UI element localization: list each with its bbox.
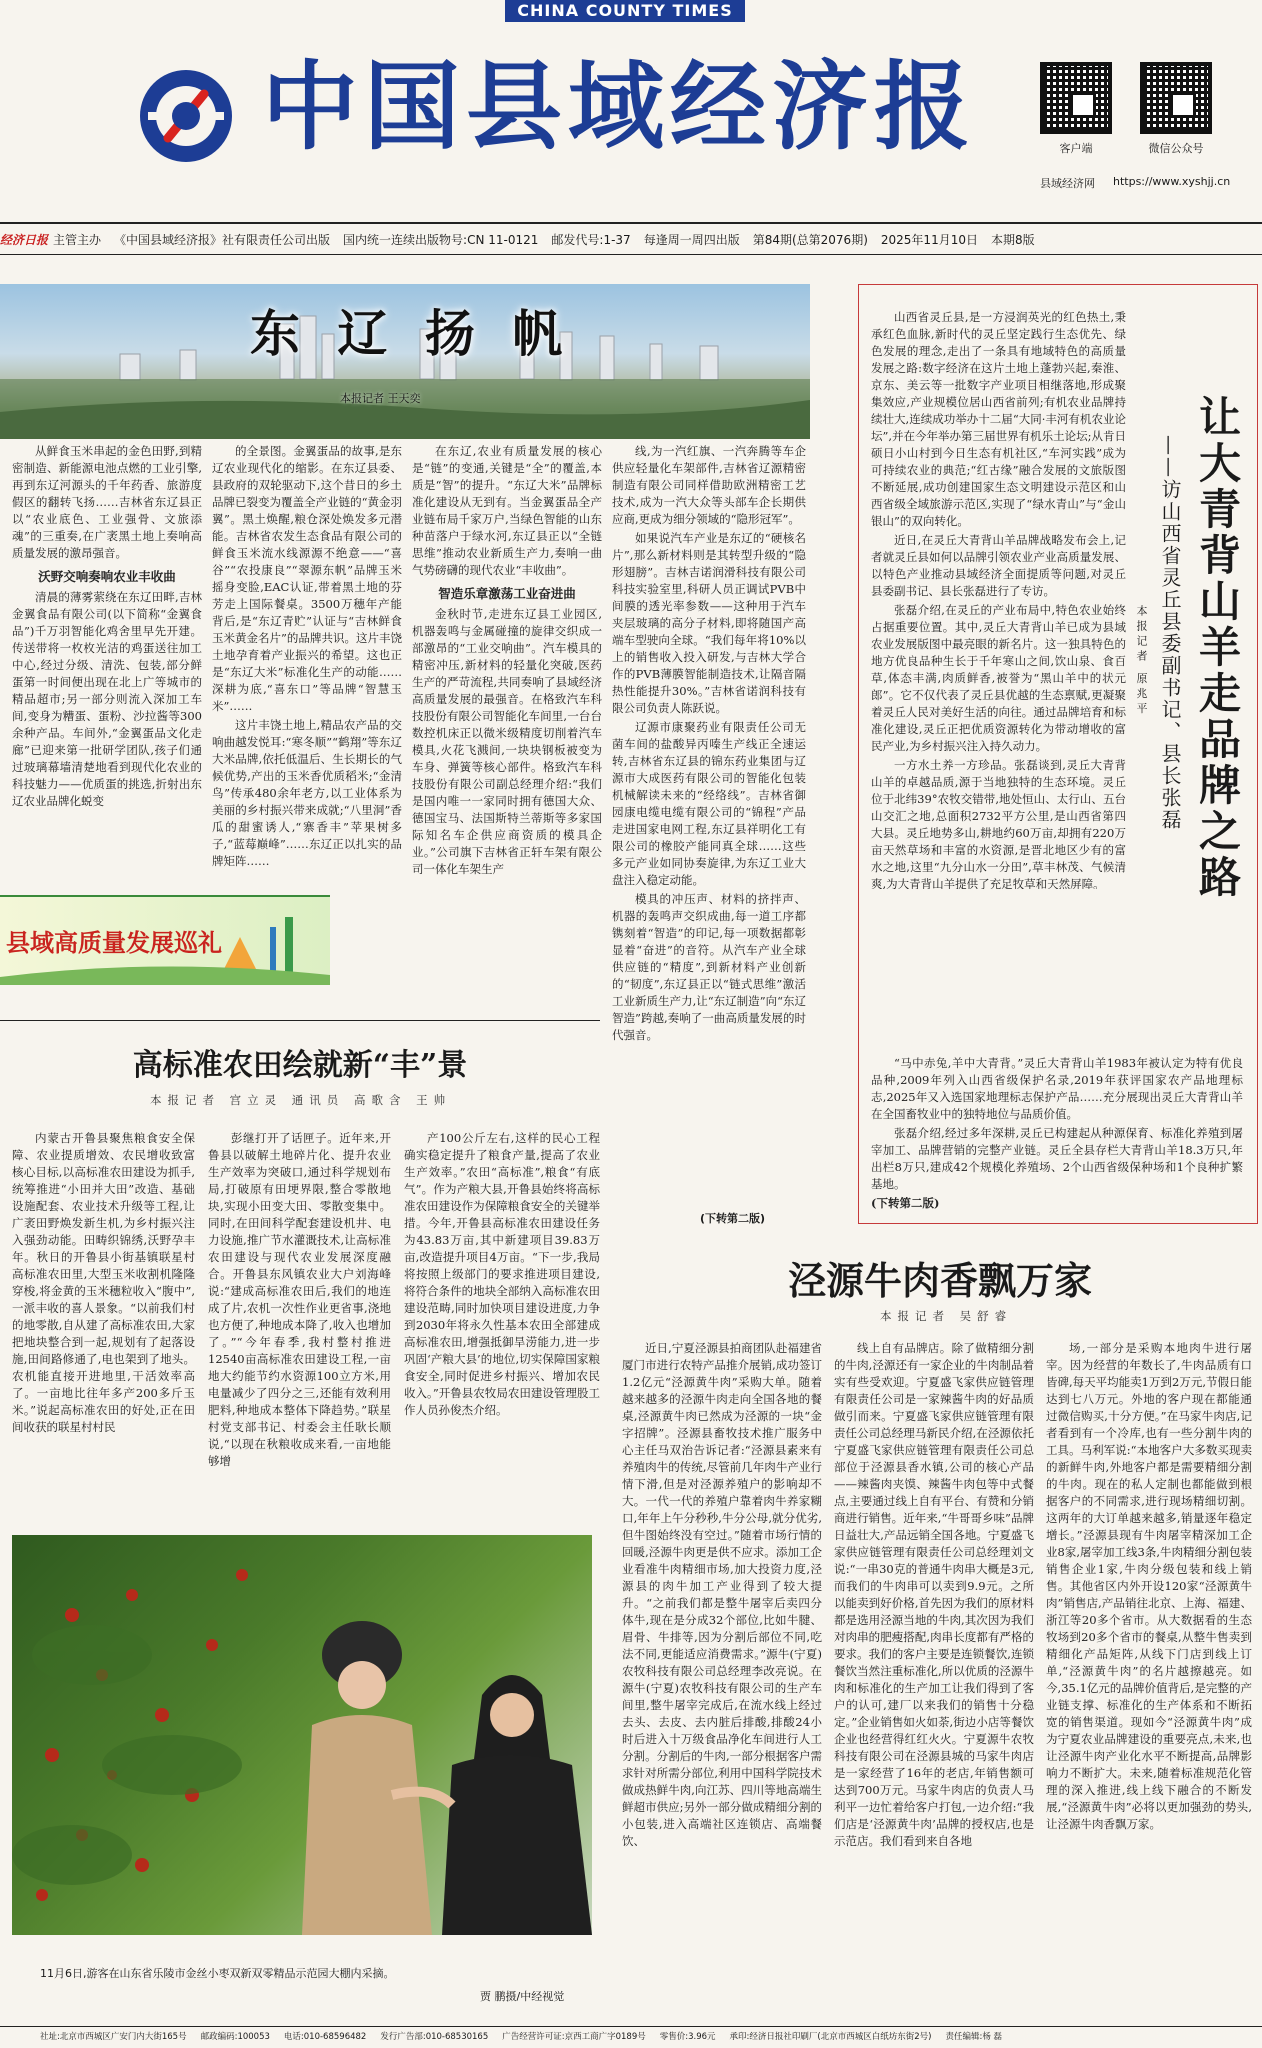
fengjing-byline: 本报记者 宫立灵 通讯员 高歌含 王帅: [150, 1093, 452, 1107]
niurou-column-2: [834, 1340, 1034, 2020]
qr-code-wechat-label: 微信公众号: [1148, 142, 1204, 155]
dongliao-continue-note: (下转第二版): [700, 1212, 766, 1225]
issue-number: 第84期(总第2076期): [752, 232, 868, 247]
fengjing-column-1: [12, 1130, 195, 1520]
niurou-paragraph: 场,一部分是采购本地肉牛进行屠宰。因为经营的年数长了,牛肉品质有口皆碑,每天平均能卖1万到2万元,节假日能达到七八万元。外地的客户现在都能通过微信购买,十分方便。”在马家牛肉店,记者看到有一个冷库,也有一些分割牛肉的工具。马利军说:“本地客户大多数买现卖的新鲜牛肉,外地客户都是需要精细分割的牛肉。现在的私人定制也都能做到根据客户的不同需求,进行现场精细切割。这两年的大订单越来越多,销量逐年稳定增长。”泾源县现有牛肉屠宰精深加工企业8家,屠宰加工线3条,牛肉精细分割包装销售企业1家,牛肉分级包装和线上销售。其他省区内外开设120家“泾源黄牛肉”销售店,产品销往北京、上海、福建、浙江等20多个省市。从大数据看的生态牧场到20多个省市的餐桌,从整牛售卖到精细化产品矩阵,从线下门店到线上订单,“泾源黄牛肉”的名片越擦越亮。如今,35.1亿元的品牌价值背后,是完整的产业链支撑、标准化的生产体系和不断拓宽的销售渠道。现如今“泾源黄牛肉”成为宁夏农业品牌建设的重要亮点,未来,也让泾源牛肉产业化水平不断提高,品牌影响力不断扩大。未来,随着标准规范化管理的深入推进,线上线下融合的不断发展,“泾源黄牛肉”必将以更加强劲的势头,让泾源牛肉香飘万家。: [1046, 1341, 1252, 1831]
footer-printer-note: 承印:经济日报社印刷厂(北京市西城区白纸坊东街2号): [729, 2032, 932, 2042]
newspaper-title: 中国县域经济报: [262, 50, 976, 163]
dongliao-column-2: [212, 443, 402, 883]
fengjing-column-2: [208, 1130, 391, 1520]
sponsor-logo: 经济日报: [0, 232, 49, 247]
shanyang-paragraph: 近日,在灵丘大青背山羊品牌战略发布会上,记者就灵丘县如何以品牌引领农业产业高质量发展、以特色产业推动县域经济全面提质等问题,对灵丘县委副书记、县长张磊进行了专访。: [871, 533, 1126, 598]
shanyang-paragraph: 一方水土养一方珍品。张磊谈到,灵丘大青背山羊的卓越品质,源于当地独特的生态环境。灵丘位于北纬39°农牧交错带,地处恒山、太行山、五台山交汇之地,总面积2732平方公里,是山西省第四大县。灵丘地势多山,耕地约60万亩,却拥有220万亩天然草场和丰富的水资源,是晋北地区少有的富水之地,这里“九分山水一分田”,草丰林茂、气候清爽,为大青背山羊提供了充足牧草和天然屏障。: [871, 758, 1126, 889]
footer-rule: [0, 2026, 1262, 2027]
fengjing-paragraph: 内蒙古开鲁县聚焦粮食安全保障、农业提质增效、农民增收致富核心目标,以高标准农田建设为抓手,统筹推进“小田并大田”改造、基础设施配套、农业技术升级等工程,让广袤田野焕发新生机,为乡村振兴注入强劲动能。田畴织锦绣,沃野孕丰年。秋日的开鲁县小街基镇联星村高标准农田里,大型玉米收割机隆隆穿梭,将金黄的玉米穗粒收入“腹中”,一派丰收的喜人景象。“以前我们村的地零散,自从建了高标准农田,大家把地块整合到一起,规划有了起落设施,田间路修通了,电也架到了地头。农机能直接开进地里,干活效率高了。一亩地比往年多产200多斤玉米。”说起高标准农田的好处,正在田间收获的联星村村民: [12, 1131, 195, 1434]
niurou-column-3: [1046, 1340, 1252, 2020]
dongliao-lead: 从鲜食玉米串起的金色田野,到精密制造、新能源电池点燃的工业引擎,再到东辽河源头的千年药香、旅游度假区的翻转飞扬……吉林省东辽县正以“农业底色、工业强骨、文旅添魂”的三重奏,在广袤黑土地上奏响高质量发展的激昂强音。: [12, 444, 202, 560]
orchard-photo-caption: 11月6日,游客在山东省乐陵市金丝小枣双新双零精品示范园大棚内采摘。: [40, 1967, 395, 1980]
fengjing-top-rule: [0, 1020, 600, 1021]
footer-price: 零售价:3.96元: [659, 2032, 716, 2042]
site-label: 县域经济网: [1040, 177, 1095, 190]
footer-ad-phone: 发行广告部:010-68530165: [380, 2032, 489, 2042]
dongliao-paragraph: 金秋时节,走进东辽县工业园区,机器轰鸣与金属碰撞的旋律交织成一部激昂的“工业交响曲”。汽车模具的精密冲压,新材料的轻量化突破,医药生产的严苛流程,共同奏响了县域经济高质量发展的最强音。在格致汽车科技股份有限公司智能化车间里,一台台数控机床正以微米级精度切削着汽车模具,火花飞溅间,一块块钢板被变为车身、弹簧等核心部件。格致汽车科技股份有限公司副总经理介绍:“我们是国内唯一一家同时拥有德国大众、德国宝马、法国斯特兰蒂斯等多家国际知名车企供应商资质的模具企业。”公司旗下吉林省正轩车架有限公司一体化车架生产: [412, 607, 602, 876]
shanyang-body-bottom: [871, 1055, 1243, 1220]
dongliao-byline: 本报记者 王天奕: [340, 392, 421, 405]
dongliao-column-3: [412, 443, 602, 993]
shanyang-box: [858, 284, 1258, 1224]
qr-code-app-label: 客户端: [1059, 142, 1093, 155]
page-count: 本期8版: [990, 232, 1035, 247]
footer-editor: 责任编辑:杨 磊: [945, 2032, 1003, 2042]
dongliao-paragraph: 模具的冲压声、材料的挤拌声、机器的轰鸣声交织成曲,每一道工序都镌刻着“智造”的印记,每一项数据都彰显着“奋进”的音符。从汽车产业全球供应链的“精度”,到新材料产业创新的“韧度”,东辽县正以“链式思维”激活工业新质生产力,让“东辽制造”向“东辽智造”跨越,奏响了一曲高质量发展的时代强音。: [612, 892, 806, 1042]
dongliao-paragraph: 辽源市康聚药业有限责任公司无菌车间的盐酸异丙嗪生产线正全速运转,吉林省东辽县的锦东药业集团与辽源市大成医药有限公司的智能化包装机械解读未来的“经络线”。吉林省御园康电缆电缆有限公司的“锦程”产品走进国家电网工程,东辽县祥明化工有限公司的橡胶产能同真全球……这些多元产业如同协奏旋律,为东辽工业大盘注入稳定动能。: [612, 720, 806, 887]
shanyang-paragraph: 张磊介绍,经过多年深耕,灵丘已构建起从种源保育、标准化养殖到屠宰加工、品牌营销的完整产业链。灵丘全县存栏大青背山羊18.3万只,年出栏8万只,建成42个规模化养殖场、2个山西省级保种场和1个良种扩繁基地。: [871, 1126, 1243, 1191]
footer-address: 社址:北京市西城区广安门内大街165号: [40, 2032, 187, 2042]
dongliao-column-1: [12, 443, 202, 893]
shanyang-byline: 本报记者 原兆平: [1135, 605, 1148, 718]
masthead: [0, 0, 1262, 215]
info-bar: [0, 226, 1262, 252]
niurou-byline: 本报记者 吴舒睿: [880, 1309, 1013, 1323]
orchard-photo-credit: 贾 鹏摄/中经视觉: [480, 1990, 565, 2003]
sponsor-text: 主管主办: [53, 232, 102, 247]
dongliao-subhead-industry: 智造乐章激荡工业奋进曲: [438, 586, 576, 601]
infobar-bottom-rule: [0, 254, 1262, 255]
fengjing-paragraph: 彭继打开了话匣子。近年来,开鲁县以破解土地碎片化、提升农业生产效率为突破口,通过科学规划布局,打破原有田埂界限,整合零散地块,实现小田变大田、零散变集中。同时,在田间科学配套建设机井、电力设施,推广节水灌溉技术,让高标准农田建设与现代农业发展深度融合。开鲁县东风镇农业大户刘海峰说:“建成高标准农田后,我们的地连成了片,农机一次性作业更省事,浇地也方便了,种地成本降了,收入也增加了。”“今年春季,我村整村推进12540亩高标准农田建设工程,一亩地大约能节约水资源100立方米,用电量减少了四分之三,还能有效利用肥料,种地成本整体下降趋势。”联星村党支部书记、村委会主任耿长顺说,“以现在秋粮收成来看,一亩地能够增: [208, 1131, 391, 1468]
qr-code-app-icon: [1040, 62, 1112, 134]
infobar-top-rule: [0, 222, 1262, 224]
niurou-paragraph: 近日,宁夏泾源县拍商团队赴福建省厦门市进行农特产品推介展销,成功签订1.2亿元“泾源黄牛肉”采购大单。随着越来越多的泾源牛肉走向全国各地的餐桌,泾源黄牛肉已然成为泾源的一块“金字招牌”。泾源县畜牧技术推广服务中心主任马双治告诉记者:“泾源县素来有养殖肉牛的传统,尽管前几年肉牛产业行情下滑,但是对泾源养殖户的影响却不大。一代一代的养殖户靠着肉牛养家糊口,年年上午分秒秒,牛分公母,就分优劣,但牛图始终没有空过。”随着市场行情的回暖,泾源牛肉更是供不应求。添加工企业看准牛肉精细市场,加大投资力度,泾源县的肉牛加工产业得到了较大提升。“之前我们都是整牛屠宰后卖四分体牛,现在是分成32个部位,比如牛腱、眉骨、牛排等,因为分割后部位不同,吃法不同,更能适应消费需求。”源牛(宁夏)农牧科技有限公司总经理李改亮说。在源牛(宁夏)农牧科技有限公司的生产车间里,整牛屠宰完成后,在流水线上经过去头、去皮、去内脏后排酸,排酸24小时后进入十万级食品净化车间进行人工分割。分割后的牛肉,一部分根据客户需求针对所需分部位,利用中国科学院技术做成热鲜牛肉,向江苏、四川等地高端生鲜超市供应;另外一部分做成精细分割的小包装,进入高端社区连锁店、高端餐饮、: [622, 1341, 822, 1848]
dongliao-subhead-agriculture: 沃野交响奏响农业丰收曲: [38, 569, 176, 584]
fengjing-headline: 高标准农田绘就新“丰”景: [132, 1048, 468, 1083]
orchard-photo: [12, 1535, 592, 1935]
publish-schedule: 每逢周一周四出版: [643, 232, 740, 247]
qr-code-wechat-icon: [1140, 62, 1212, 134]
dongliao-column-4: [612, 443, 806, 1178]
niurou-headline: 泾源牛肉香飘万家: [787, 1258, 1092, 1303]
dongliao-paragraph: 的全景图。金翼蛋品的故事,是东辽农业现代化的缩影。在东辽县委、县政府的双轮驱动下,这个昔日的乡土品牌已裂变为覆盖全产业链的“黄金羽翼”。黑土焕醒,粮仓深处焕发多元潜能。吉林省农发生态食品有限公司的鲜食玉米流水线源源不绝意——“喜谷”“农投康良”“翠源东帆”品牌玉米摇身变脸,EAC认证,带着黑土地的芬芳走上国际餐桌。3500万穗年产能背后,是“东辽青贮”认证与“吉林鲜食玉米黄金名片”的品牌共识。这片丰饶土地孕育着产业振兴的希望。这也正是“东辽大米”标准化生产的动能……深耕为底,“喜东口”等品牌“智慧玉米”……: [212, 444, 402, 713]
footer-bar: [0, 2030, 1262, 2046]
shanyang-continue-note: (下转第二版): [871, 1196, 940, 1210]
niurou-paragraph: 线上自有品牌店。除了做精细分割的牛肉,泾源还有一家企业的牛肉制品着实有些受欢迎。宁夏盛飞家供应链管理有限责任公司是一家辣酱牛肉的好品质做引而来。宁夏盛飞家供应链管理有限责任公司总经理马新民介绍,在泾源依托宁夏盛飞家供应链管理有限责任公司总部位于泾源县香水镇,公司的核心产品——辣酱肉夹馍、辣酱牛肉包等中式餐点,主要通过线上自有平台、有赞和分销商进行销售。近年来,“牛哥哥乡味”品牌日益壮大,产品远销全国各地。宁夏盛飞家供应链管理有限责任公司总经理刘文说:“一串30克的普通牛肉串大概是3元,而我们的牛肉串可以卖到9.9元。之所以能卖到好价格,首先因为我们的原材料都是选用泾源当地的牛肉,其次因为我们对肉串的肥瘦搭配,肉串长度都有严格的要求。我们的客户主要是连锁餐饮,连锁餐饮当然注重标准化,所以优质的泾源牛肉和标准化的生产加工让我们得到了客户的认可,建厂以来我们的销售十分稳定。”企业销售如火如荼,街边小店等餐饮企业也经营得红红火火。宁夏源牛农牧科技有限公司在泾源县城的马家牛肉店是一家经营了16年的老店,年销售额可达到700万元。马家牛肉店的负责人马利平一边忙着给客户打包,一边介绍:“我们店是‘泾源黄牛肉’品牌的授权店,也是示范店。我们看到来自各地: [834, 1341, 1034, 1848]
dongliao-paragraph: 清晨的薄雾萦绕在东辽田畔,吉林金翼食品有限公司(以下简称“金翼食品”)千万羽智能化鸡舍里早先开建。传送带将一枚枚光洁的鸡蛋送往加工中心,经过分级、清洗、包装,部分鲜蛋第一时间便出现在北上广等城市的精品超市;另一部分则流入深加工车间,变身为糟蛋、蛋粉、沙拉酱等300余种产品。车间外,“金翼蛋品文化走廊”已迎来第一批研学团队,孩子们通过玻璃幕墙清楚地看到现代化农业的科技魅力——优质蛋的挑选,折射出东辽农业品牌化蜕变: [12, 590, 202, 808]
site-url-link[interactable]: https://www.xyshjj.cn: [1113, 175, 1231, 188]
high-quality-development-banner: [0, 895, 330, 983]
footer-phone: 电话:010-68596482: [283, 2032, 367, 2042]
dongliao-headline: 东 辽 扬 帆: [250, 304, 573, 363]
shanyang-subhead: ——访山西省灵丘县委副书记、县长张磊: [1158, 435, 1182, 831]
footer-zip: 邮政编码:100053: [200, 2032, 270, 2042]
dongliao-city-photo: [0, 284, 810, 439]
shanyang-body-top: [871, 309, 1126, 889]
dongliao-paragraph: 线,为一汽红旗、一汽奔腾等车企供应轻量化车架部件,吉林省辽源精密制造有限公司同样借助欧洲精密工艺技术,成为一汽大众等头部车企长期供应商,更成为细分领域的“隐形冠军”。: [612, 444, 806, 526]
fengjing-paragraph: 产100公斤左右,这样的民心工程确实稳定提升了粮食产量,提高了农业生产效率。”农田“高标准”,粮食“有底气”。作为产粮大县,开鲁县始终将高标准农田建设作为保障粮食安全的关键举措。今年,开鲁县高标准农田建设任务为43.83万亩,其中新建项目39.83万亩,改造提升项目4万亩。“下一步,我局将按照上级部门的要求推进项目建设,将符合条件的地块全部纳入高标准农田建设范畴,同时加快项目建设进度,力争到2030年将永久性基本农田全部建成高标准农田,增强抵御旱涝能力,进一步巩固‘产粮大县’的地位,切实保障国家粮食安全,同时促进乡村振兴、增加农民收入。”开鲁县农牧局农田建设管理股工作人员孙俊杰介绍。: [404, 1131, 600, 1417]
publisher-text: 《中国县域经济报》社有限责任公司出版: [114, 232, 331, 247]
dongliao-paragraph: 这片丰饶土地上,精品农产品的交响曲越发悦耳:“寒冬顺”“鹤翔”等东辽大米品牌,依托低温后、生长期长的气候优势,产出的玉米香优质稻米;“金清鸟”传承480余年老方,以工业体系为美丽的乡村振兴带来成就;“八里洞”香瓜的甜蜜诱人,“寨香丰”苹果树多子,“蓝莓巅峰”……东辽正以扎实的品牌矩阵……: [212, 718, 402, 868]
postal-code: 邮发代号:1-37: [551, 232, 631, 247]
shanyang-paragraph: 山西省灵丘县,是一方浸润英光的红色热土,秉承红色血脉,新时代的灵丘坚定践行生态优先、绿色发展的理念,走出了一条具有地域特色的高质量发展之路:数字经济在这片土地上蓬勃兴起,秦淮、京东、美云等一批数字产业项目相继落地,形成聚集效应,产业规模位居山西省前列;有机农业品牌持续壮大,连续成功举办十二届“大同·丰河有机农业论坛”,并在今年举办第三届世界有机乐土论坛;从肯日硕日小山村到今日生态有机社区,“车河实践”成为可持续农业的典范;“红古缘”融合发展的文旅版图不断延展,成功创建国家生态文明建设示范区和山西省级全域旅游示范区,实现了“绿水青山”与“金山银山”的双向转化。: [871, 310, 1126, 528]
shanyang-headline: 让大青背山羊走品牌之路: [1193, 395, 1242, 901]
issue-date: 2025年11月10日: [880, 232, 978, 247]
fengjing-column-3: [404, 1130, 600, 1520]
cn-number: 国内统一连续出版物号:CN 11-0121: [343, 232, 539, 247]
banner-text: 县域高质量发展巡礼: [6, 929, 222, 957]
niurou-column-1: [622, 1340, 822, 2020]
footer-license: 广告经营许可证:京西工商广字0189号: [502, 2032, 646, 2042]
dongliao-paragraph: 如果说汽车产业是东辽的“硬核名片”,那么新材料则是其转型升级的“隐形翅膀”。吉林吉诺润滑科技有限公司科技实验室里,科研人员正调试PVB中间膜的透光率参数——这种用于汽车夹层玻璃的高分子材料,即将随国产高端车型驶向全球。“我们每年将10%以上的销售收入投入研发,与吉林大学合作的PVB薄膜智能制造技术,让隔音隔热性能提升30%。”吉林省诺润科技有限公司负责人陈跃说。: [612, 531, 806, 715]
english-name-band: CHINA COUNTY TIMES: [505, 0, 745, 22]
shanyang-paragraph: “马中赤兔,羊中大青背。”灵丘大青背山羊1983年被认定为特有优良品种,2009年列入山西省级保护名录,2019年获评国家农产品地理标志,2025年又入选国家地理标志保护产品……充分展现出灵丘大青背山羊在全国畜牧业中的独特地位与品质价值。: [871, 1056, 1243, 1121]
dongliao-paragraph: 在东辽,农业有质量发展的核心是“链”的变通,关键是“全”的覆盖,本质是“智”的提升。“东辽大米”品牌标准化建设从无到有。当金翼蛋品全产业链布局千家万户,当绿色智能的山东种苗落户于绿水河,东辽县正以“全链思维”推动农业新质生产力,奏响一曲气势磅礴的现代农业“丰收曲”。: [412, 444, 602, 577]
shanyang-paragraph: 张磊介绍,在灵丘的产业布局中,特色农业始终占据重要位置。其中,灵丘大青背山羊已成为县域农业发展版图中最亮眼的新名片。这一独具特色的地方优良品种生长于千年寒山之间,饮山泉、食百草,体态丰满,肉质鲜香,被誉为“黑山羊中的状元郎”。它不仅代表了灵丘县优越的生态禀赋,更凝聚着灵丘人民对美好生活的向往。通过品牌培育和标准化建设,灵丘正把优质资源转化为带动增收的富民产业,为乡村振兴注入持久动力。: [871, 603, 1126, 753]
newspaper-logo-icon: [138, 68, 234, 164]
